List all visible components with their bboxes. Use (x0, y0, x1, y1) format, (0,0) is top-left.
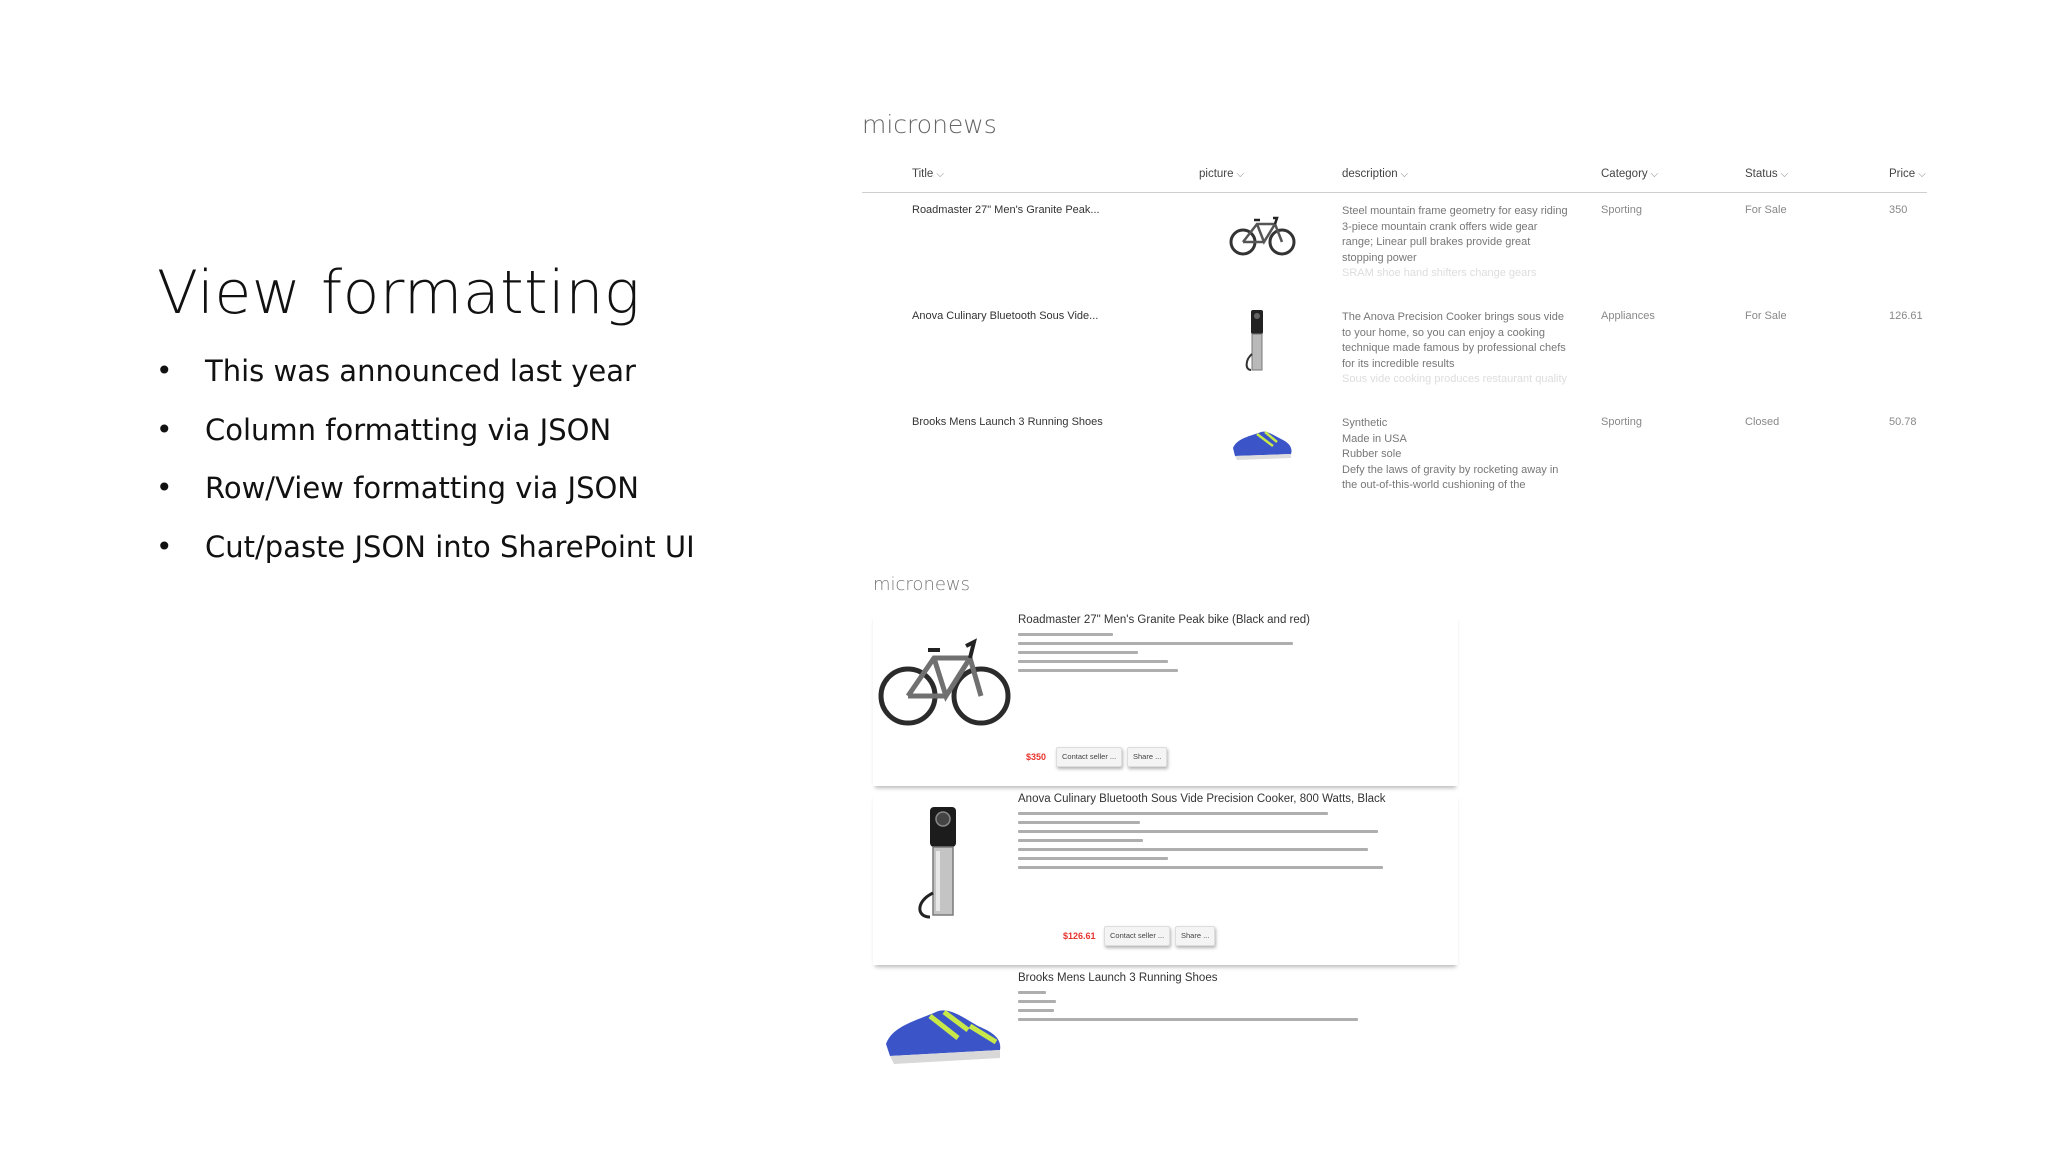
column-label: Title (912, 168, 934, 180)
column-label: picture (1199, 168, 1234, 180)
cell-description (1342, 416, 1592, 496)
bullet-text: Cut/paste JSON into SharePoint UI (205, 529, 695, 564)
description-line: stopping power (1342, 251, 1417, 264)
cell-price: 50.78 (1889, 416, 1917, 428)
chevron-down-icon: ⌵ (1400, 169, 1409, 180)
price-label: $350 (1026, 752, 1047, 762)
site-name: micronews (862, 110, 997, 139)
chevron-down-icon: ⌵ (936, 169, 944, 180)
site-name: micronews (873, 574, 971, 595)
cell-price: 126.61 (1889, 310, 1923, 322)
card-view-screenshot (870, 570, 1460, 1080)
product-card[interactable] (873, 793, 1458, 965)
share-button[interactable]: Share ... (1175, 926, 1215, 946)
cell-title[interactable]: Roadmaster 27" Men's Granite Peak... (912, 204, 1100, 216)
cell-category: Appliances (1601, 310, 1655, 322)
list-view-screenshot (862, 110, 1927, 510)
description-line: to your home, so you can enjoy a cooking (1342, 326, 1546, 339)
column-header-title[interactable] (912, 168, 944, 180)
table-row[interactable] (862, 204, 1927, 304)
cell-status: Closed (1745, 416, 1780, 428)
bullet-item (156, 345, 695, 404)
share-button[interactable]: Share ... (1127, 747, 1167, 767)
description-line: Sous vide cooking produces restaurant quality (1342, 373, 1568, 385)
contact-seller-button[interactable]: Contact seller ... (1056, 747, 1122, 767)
description-line: range; Linear pull brakes provide great (1342, 236, 1531, 248)
list-header (862, 166, 1927, 193)
shoe-icon (878, 982, 1013, 1112)
bullet-text: Row/View formatting via JSON (205, 471, 639, 505)
description-line: Defy the laws of gravity by rocketing away in (1342, 463, 1559, 476)
bullet-text: Column formatting via JSON (205, 412, 612, 447)
column-label: Status (1745, 168, 1778, 180)
price-label: $126.61 (1063, 931, 1096, 941)
card-title: Brooks Mens Launch 3 Running Shoes (1018, 972, 1218, 984)
chevron-down-icon: ⌵ (1650, 169, 1659, 180)
bullet-glyph: • (156, 471, 173, 504)
cell-category: Sporting (1601, 204, 1642, 216)
cell-status: For Sale (1745, 204, 1787, 216)
description-line: Made in USA (1342, 432, 1407, 445)
bullet-glyph: • (156, 354, 173, 387)
cell-description (1342, 204, 1592, 284)
description-line: Steel mountain frame geometry for easy riding (1342, 205, 1568, 217)
cell-category: Sporting (1601, 416, 1642, 428)
table-row[interactable] (862, 310, 1927, 410)
product-card[interactable] (873, 614, 1458, 786)
column-label: Category (1601, 168, 1648, 180)
card-title: Anova Culinary Bluetooth Sous Vide Precision Cooker, 800 Watts, Black (1018, 793, 1386, 805)
column-header-category[interactable] (1601, 168, 1658, 180)
description-line: for its incredible results (1342, 357, 1455, 370)
description-text (1018, 991, 1358, 1027)
description-line: The Anova Precision Cooker brings sous vide (1342, 311, 1564, 323)
slide-title: View formatting (157, 258, 641, 328)
column-header-description[interactable] (1342, 168, 1408, 180)
column-label: description (1342, 168, 1398, 180)
cell-title[interactable]: Brooks Mens Launch 3 Running Shoes (912, 416, 1103, 428)
bullet-glyph: • (156, 412, 173, 446)
cell-title[interactable]: Anova Culinary Bluetooth Sous Vide... (912, 310, 1099, 322)
description-line: technique made famous by professional chefs (1342, 342, 1566, 354)
description-line: 3-piece mountain crank offers wide gear (1342, 220, 1538, 233)
description-text (1018, 812, 1383, 875)
contact-seller-button[interactable]: Contact seller ... (1104, 926, 1170, 946)
bullet-item (156, 521, 695, 580)
table-row[interactable] (862, 416, 1927, 516)
column-header-price[interactable] (1889, 168, 1926, 180)
sous-vide-icon (1227, 310, 1317, 370)
bike-icon (878, 624, 1013, 754)
column-header-status[interactable] (1745, 168, 1788, 180)
cell-status: For Sale (1745, 310, 1787, 322)
bullet-item (156, 462, 695, 521)
column-label: Price (1889, 168, 1916, 180)
description-line: Synthetic (1342, 417, 1388, 429)
chevron-down-icon: ⌵ (1918, 169, 1926, 180)
chevron-down-icon: ⌵ (1780, 169, 1789, 180)
bullet-list (156, 345, 695, 579)
bullet-text: This was announced last year (205, 354, 636, 388)
cell-description (1342, 310, 1592, 390)
product-card[interactable] (873, 972, 1458, 1144)
bullet-item (156, 404, 695, 463)
bullet-glyph: • (156, 529, 173, 563)
description-line: SRAM shoe hand shifters change gears (1342, 267, 1537, 279)
column-header-picture[interactable] (1199, 168, 1244, 180)
cell-price: 350 (1889, 204, 1908, 216)
chevron-down-icon: ⌵ (1236, 169, 1245, 180)
shoe-icon (1227, 416, 1317, 476)
description-text (1018, 633, 1293, 678)
bike-icon (1227, 204, 1317, 264)
description-line: Rubber sole (1342, 448, 1402, 460)
description-line: the out-of-this-world cushioning of the (1342, 479, 1526, 491)
sous-vide-icon (878, 803, 1013, 933)
card-title: Roadmaster 27" Men's Granite Peak bike (Black and red) (1018, 614, 1310, 626)
